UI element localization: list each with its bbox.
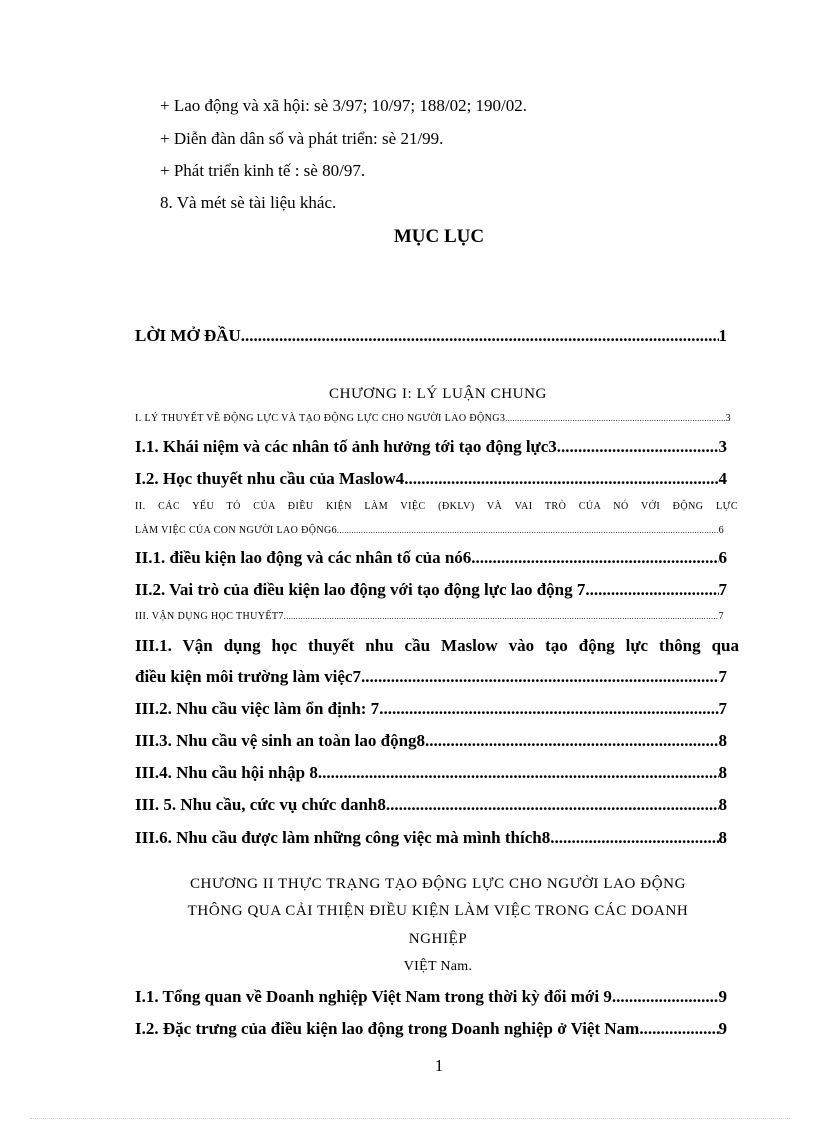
page-bottom-divider xyxy=(30,1118,790,1119)
toc-entry-ch2-1-1[interactable] xyxy=(135,987,727,1007)
toc-page-number: 7 xyxy=(718,611,724,622)
toc-leader-dots xyxy=(361,667,719,687)
toc-entry-label: điều kiện môi trường làm việc7 xyxy=(135,667,361,686)
toc-page-number: 1 xyxy=(718,326,727,345)
toc-page-number: 6 xyxy=(718,525,724,536)
toc-leader-dots xyxy=(337,526,719,535)
reference-line: + Lao động và xã hội: sè 3/97; 10/97; 188/02; 190/02. xyxy=(160,96,528,115)
toc-entry-label: I.2. Đặc trưng của điều kiện lao động trong Doanh nghiệp ở Việt Nam xyxy=(135,1019,640,1038)
toc-page-number: 8 xyxy=(718,795,727,814)
toc-entry-section-2[interactable] xyxy=(135,525,724,536)
toc-leader-dots xyxy=(550,828,718,848)
toc-entry-label: I.1. Khái niệm và các nhân tố ảnh hưởng tới tạo động lực3 xyxy=(135,437,557,456)
chapter-2-heading-line: NGHIỆP xyxy=(408,931,468,947)
toc-entry-section-2-line1[interactable]: II. CÁC YẾU TÓ CỦA ĐIỀU KIỆN LÀM VIỆC (ĐKLV) VÀ VAI TRÒ CỦA NÓ VỚI ĐỘNG LỰC xyxy=(135,501,738,512)
toc-page-number: 9 xyxy=(718,1019,727,1038)
toc-page-number: 7 xyxy=(718,699,727,718)
toc-entry-label: I.1. Tổng quan về Doanh nghiệp Việt Nam trong thời kỳ đổi mới 9 xyxy=(135,987,612,1006)
toc-entry-ch2-1-2[interactable] xyxy=(135,1019,727,1039)
toc-leader-dots xyxy=(612,987,719,1007)
toc-title: MỤC LỤC xyxy=(393,226,485,247)
toc-entry-intro[interactable] xyxy=(135,326,727,346)
page-number: 1 xyxy=(434,1056,444,1075)
toc-page-number: 8 xyxy=(718,731,727,750)
toc-page-number: 4 xyxy=(718,469,727,488)
toc-entry-label: III.6. Nhu cầu được làm những công việc mà mình thích8 xyxy=(135,828,551,847)
toc-entry-label: III. 5. Nhu cầu, cức vụ chức danh8 xyxy=(135,795,386,814)
toc-leader-dots xyxy=(425,731,718,751)
toc-leader-dots xyxy=(318,763,719,783)
toc-leader-dots xyxy=(386,795,719,815)
toc-entry-3-3[interactable] xyxy=(135,731,727,751)
toc-leader-dots xyxy=(639,1019,718,1039)
toc-entry-label: II.2. Vai trò của điều kiện lao động với tạo động lực lao động 7 xyxy=(135,580,586,599)
toc-page-number: 9 xyxy=(718,987,727,1006)
toc-page-number: 7 xyxy=(718,580,727,599)
toc-entry-3-1[interactable] xyxy=(135,667,727,687)
toc-entry-1-1[interactable] xyxy=(135,437,727,457)
toc-entry-label: I.2. Học thuyết nhu cầu của Maslow4 xyxy=(135,469,405,488)
toc-page-number: 8 xyxy=(718,828,727,847)
toc-page-number: 3 xyxy=(718,437,727,456)
toc-leader-dots xyxy=(379,699,718,719)
reference-line: + Phát triển kinh tế : sè 80/97. xyxy=(160,161,366,180)
toc-entry-section-1[interactable] xyxy=(135,413,731,424)
toc-entry-2-2[interactable] xyxy=(135,580,727,600)
toc-entry-3-2[interactable] xyxy=(135,699,727,719)
toc-entry-3-1-line1[interactable]: III.1. Vận dụng học thuyết nhu cầu Maslow vào tạo động lực thông qua xyxy=(135,636,739,655)
reference-line: 8. Và mét sè tài liệu khác. xyxy=(160,193,337,212)
toc-leader-dots xyxy=(505,414,725,423)
toc-entry-3-5[interactable] xyxy=(135,795,727,815)
chapter-1-heading: CHƯƠNG I: LÝ LUẬN CHUNG xyxy=(329,386,547,402)
toc-leader-dots xyxy=(284,612,719,621)
toc-leader-dots xyxy=(241,326,719,346)
toc-entry-1-2[interactable] xyxy=(135,469,727,489)
toc-leader-dots xyxy=(557,437,719,457)
reference-line: + Diễn đàn dân số và phát triển: sè 21/99. xyxy=(160,129,444,148)
toc-page-number: 6 xyxy=(718,548,727,567)
toc-leader-dots xyxy=(471,548,718,568)
toc-entry-label: LỜI MỞ ĐẦU xyxy=(135,326,241,345)
toc-entry-label: II.1. điều kiện lao động và các nhân tố của nó6 xyxy=(135,548,472,567)
toc-entry-label: III.2. Nhu cầu việc làm ổn định: 7 xyxy=(135,699,380,718)
toc-entry-label: LÀM VIỆC CỦA CON NGƯỜI LAO ĐỘNG6 xyxy=(135,525,338,536)
toc-page-number: 7 xyxy=(718,667,727,686)
toc-entry-section-3[interactable] xyxy=(135,611,724,622)
toc-leader-dots xyxy=(585,580,718,600)
toc-entry-2-1[interactable] xyxy=(135,548,727,568)
toc-entry-label: III. VẬN DỤNG HỌC THUYẾT7 xyxy=(135,611,284,622)
toc-entry-3-4[interactable] xyxy=(135,763,727,783)
toc-page-number: 8 xyxy=(718,763,727,782)
toc-entry-3-6[interactable] xyxy=(135,828,727,848)
toc-entry-label: III.4. Nhu cầu hội nhập 8 xyxy=(135,763,318,782)
chapter-2-heading-line: VIỆT Nam. xyxy=(403,959,473,974)
toc-page-number: 3 xyxy=(725,413,731,424)
chapter-2-heading-line: CHƯƠNG II THỰC TRẠNG TẠO ĐỘNG LỰC CHO NGƯỜI LAO ĐỘNG xyxy=(189,876,687,892)
chapter-2-heading-line: THÔNG QUA CẢI THIỆN ĐIỀU KIỆN LÀM VIỆC TRONG CÁC DOANH xyxy=(187,903,689,919)
toc-leader-dots xyxy=(404,469,718,489)
toc-entry-label: III.3. Nhu cầu vệ sinh an toàn lao động8 xyxy=(135,731,426,750)
toc-entry-label: I. LÝ THUYẾT VỀ ĐỘNG LỰC VÀ TẠO ĐỘNG LỰC CHO NGƯỜI LAO ĐỘNG3 xyxy=(135,413,506,424)
